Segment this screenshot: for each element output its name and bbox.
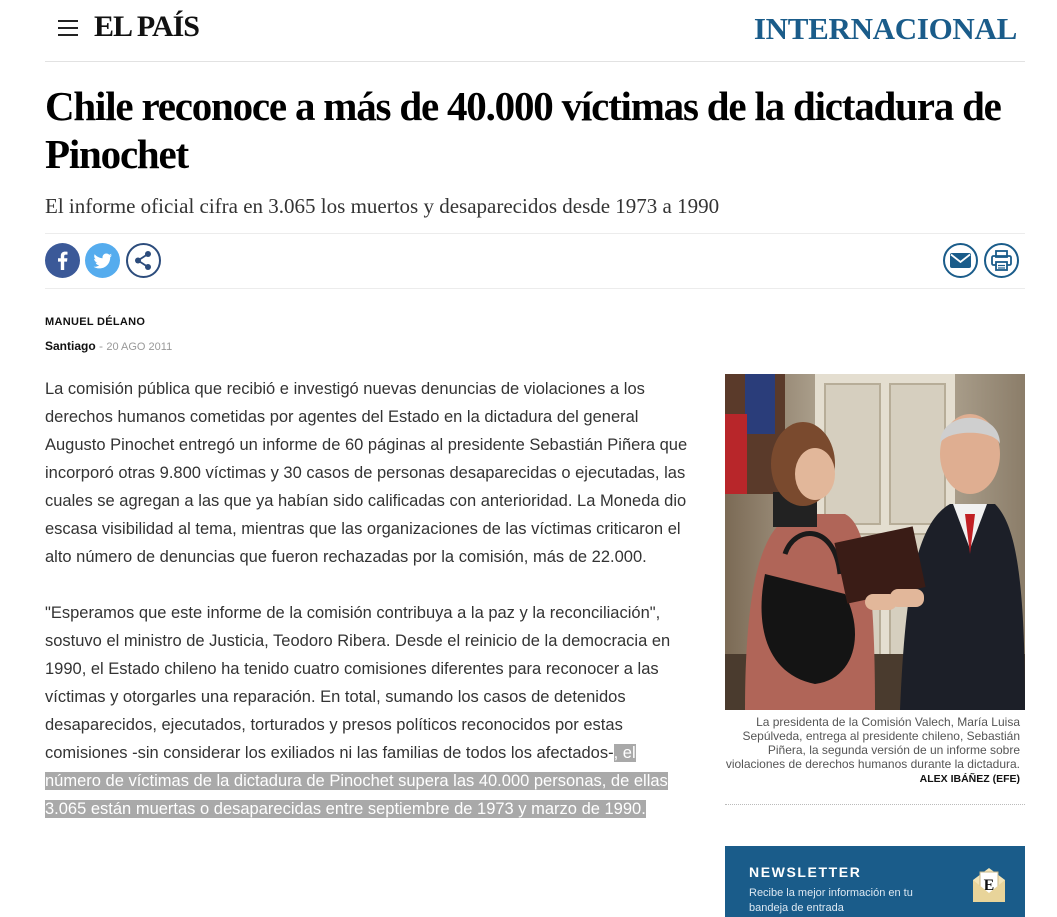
section-title[interactable]: INTERNACIONAL [753,11,1017,46]
article-body [45,375,693,851]
more-share-button[interactable] [126,243,161,278]
author-name[interactable]: MANUEL DÉLANO [45,316,146,328]
newsletter-box[interactable] [725,846,1025,917]
el-pais-logo[interactable]: EL PAÍS [94,10,199,43]
article-photo[interactable] [725,374,1025,710]
newsletter-description: Recibe la mejor información en tu bandeja de entrada [749,887,913,914]
dateline [45,339,172,353]
article-subhead: El informe oficial cifra en 3.065 los muertos y desaparecidos desde 1973 a 1990 [45,194,720,218]
selected-text-highlight[interactable]: , el número de víctimas de la dictadura de Pinochet supera las 40.000 personas, de ellas 3.065 están muertas o desaparecidas entre septiembre de 1973 y marzo de 1990. [45,744,668,818]
mail-icon [945,245,976,276]
email-share-button[interactable] [943,243,978,278]
twitter-icon [85,243,120,278]
photo-caption-text: La presidenta de la Comisión Valech, María Luisa Sepúlveda, entrega al presidente chileno, Sebastián Piñera, la segunda versión de un informe sobre violaciones de derechos humanos durante la dictadura. [725,715,1020,771]
print-button[interactable] [984,243,1019,278]
newsletter-title: NEWSLETTER [749,864,862,880]
twitter-share-button[interactable] [85,243,120,278]
dateline-date: 20 AGO 2011 [106,341,173,353]
article-paragraph-2 [45,599,693,823]
share-bar-top-divider [45,233,1025,234]
header-divider [45,61,1025,62]
dateline-separator: - [95,339,107,353]
dateline-place: Santiago [45,339,96,353]
photo-illustration [725,374,1025,710]
photo-credit: ALEX IBÁÑEZ (EFE) [919,773,1020,785]
paragraph-2-text: "Esperamos que este informe de la comisión contribuya a la paz y la reconciliación", sostuvo el ministro de Justicia, Teodoro Ribera. Desde el reinicio de la democracia en 1990, el Estado chileno ha tenido cuatro comisiones diferentes para reconocer a las víctimas y otorgarles una reparación. En total, sumando los casos de detenidos desaparecidos, ejecutados, torturados y presos políticos reconocidos por estas comisiones -sin considerar los exiliados ni las familias de todos los afectados- [45,604,671,762]
facebook-share-button[interactable] [45,243,80,278]
printer-icon [986,245,1017,276]
top-bar [0,0,1057,62]
share-icon [128,245,159,276]
photo-caption [725,715,1025,786]
facebook-icon [45,243,80,278]
envelope-logo-icon [969,864,1009,904]
article-headline: Chile reconoce a más de 40.000 víctimas de la dictadura de Pinochet [45,83,1001,177]
article-paragraph-1: La comisión pública que recibió e investigó nuevas denuncias de violaciones a los derechos humanos cometidas por agentes del Estado en la dictadura del general Augusto Pinochet entregó un informe de 60 páginas al presidente Sebastián Piñera que incorporó otras 9.800 víctimas y 30 casos de personas desaparecidas o ejecutadas, las cuales se agregan a las que ya habían sido calificadas con anterioridad. La Moneda dio escasa visibilidad al tema, mientras que las organizaciones de las víctimas criticaron el alto número de denuncias que fueron rechazadas por la comisión, más de 22.000. [45,380,688,566]
caption-divider [725,804,1025,805]
svg-text:E: E [983,877,995,894]
hamburger-menu-icon[interactable] [58,20,78,38]
share-bar-bottom-divider [45,288,1025,289]
